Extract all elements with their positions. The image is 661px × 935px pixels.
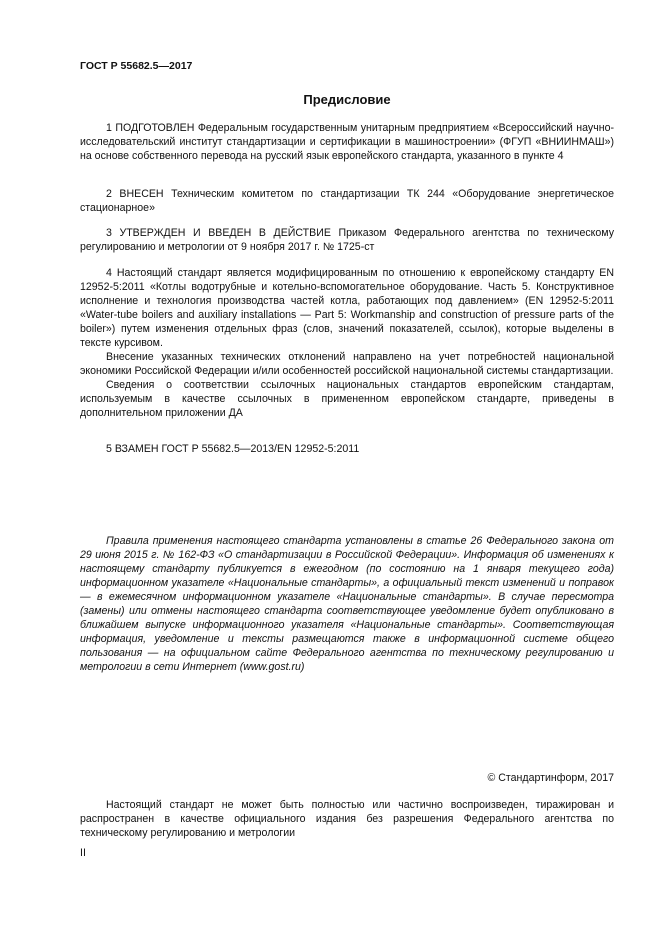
application-rules-text: Правила применения настоящего стандарта установлены в статье 26 Федерального закона от 29 июня 2015 г. № 162-ФЗ «О стандартизации в Российской Федерации». Информация об изменениях к настоящему стандарту публикуется в ежегодном (по состоянию на 1 января текущего года) информационном указателе «Национальные стандарты», а официальный текст изменений и поправок — в ежемесячном информационном указателе «Национальные стандарты». В случае пересмотра (замены) или отмены настоящего стандарта соответствующее уведомление будет опубликовано в ближайшем выпуске информационного указателя «Национальные стандарты». Соответствующая информация, уведомление и тексты размещаются также в информационной системе общего пользования — на официальном сайте Федерального агентства по техническому регулированию и метрологии в сети Интернет (www.gost.ru) <box>80 535 614 673</box>
foreword-item-1-text: 1 ПОДГОТОВЛЕН Федеральным государственным унитарным предприятием «Всероссийский научно-исследовательский институт стандартизации и сертификации в машиностроении» (ФГУП «ВНИИНМАШ») на основе собственного перевода на русский язык европейского стандарта, указанного в пункте 4 <box>80 122 614 162</box>
foreword-item-4-paragraph-2: Внесение указанных технических отклонений направлено на учет потребностей национальной экономики Российской Федерации и/или особенностей российской национальной системы стандартизации. <box>80 351 614 377</box>
foreword-item-2 <box>80 187 614 215</box>
foreword-item-5 <box>80 442 614 456</box>
foreword-item-5-text: 5 ВЗАМЕН ГОСТ Р 55682.5—2013/EN 12952-5:2011 <box>106 443 360 455</box>
document-id-header: ГОСТ Р 55682.5—2017 <box>80 60 193 72</box>
reproduction-notice-text: Настоящий стандарт не может быть полностью или частично воспроизведен, тиражирован и распространен в качестве официального издания без разрешения Федерального агентства по техническому регулированию и метрологии <box>80 799 614 839</box>
foreword-item-1 <box>80 121 614 163</box>
foreword-item-4-paragraph-1: 4 Настоящий стандарт является модифицированным по отношению к европейскому стандарту EN 12952-5:2011 «Котлы водотрубные и котельно-вспомогательное оборудование. Часть 5. Конструктивное исполнение и технология производства частей котла, работающих под давлением» (EN 12952-5:2011 «Water-tube boilers and auxiliary installations — Part 5: Workmanship and construction of pressure parts of the boiler») путем изменения отдельных фраз (слов, значений показателей, ссылок), которые выделены в тексте курсивом. <box>80 267 614 349</box>
foreword-item-3-text: 3 УТВЕРЖДЕН И ВВЕДЕН В ДЕЙСТВИЕ Приказом Федерального агентства по техническому регулированию и метрологии от 9 ноября 2017 г. № 1725-ст <box>80 227 614 253</box>
application-rules-notice <box>80 534 614 674</box>
foreword-item-2-text: 2 ВНЕСЕН Техническим комитетом по стандартизации ТК 244 «Оборудование энергетическое стационарное» <box>80 188 614 214</box>
page-number: II <box>80 847 86 859</box>
reproduction-notice <box>80 798 614 840</box>
foreword-item-3 <box>80 226 614 254</box>
page-title: Предисловие <box>303 92 391 107</box>
foreword-item-4 <box>80 266 614 420</box>
copyright-line: © Стандартинформ, 2017 <box>487 772 614 784</box>
foreword-item-4-paragraph-3: Сведения о соответствии ссылочных национальных стандартов европейским стандартам, используемым в качестве ссылочных в примененном европейском стандарте, приведены в дополнительном приложении ДА <box>80 379 614 419</box>
